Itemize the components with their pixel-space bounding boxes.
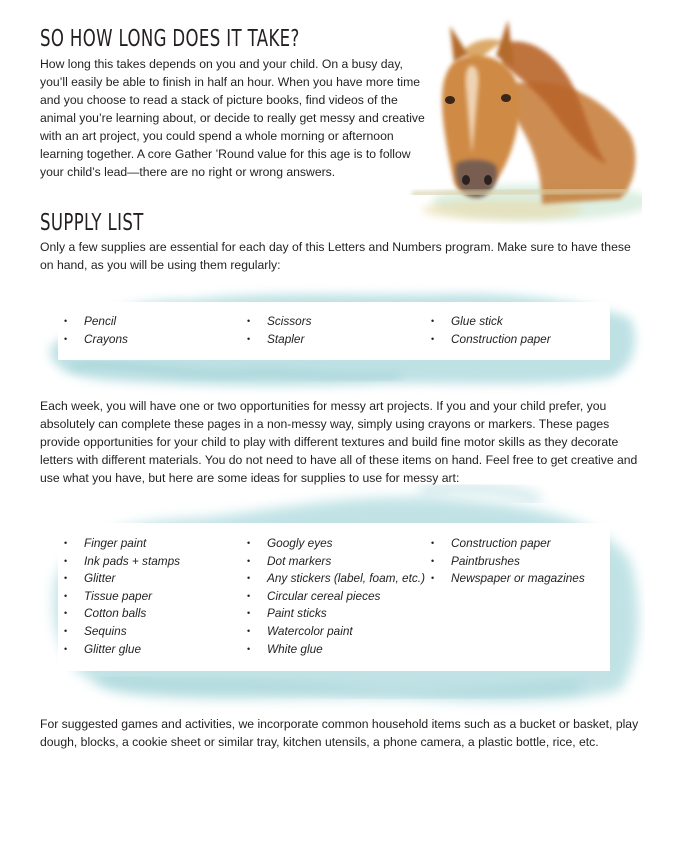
messy-art-paragraph: Each week, you will have one or two opportunities for messy art projects. If you and your child prefer, you absolutely can complete these pages in a non-messy way, simply using crayons or markers. These pages provide opportunities for your child to play with different textures and build fine motor skills as they decorate letters with different materials. You do not need to have all of these items on hand. Feel free to get creative and use what you have, but here are some ideas for supplies to use for messy art:	[40, 399, 638, 485]
section-heading-supply-list: SUPPLY LIST	[40, 210, 144, 236]
essential-supplies-column-1	[60, 313, 128, 348]
how-long-paragraph: How long this takes depends on you and your child. On a busy day, you’ll easily be able to finish in half an hour. When you have more time and you choose to read a stack of picture books, find videos of the animal you’re learning about, or decide to really get messy and creative with an art project, you could spend a whole morning or afternoon learning together. A core Gather ’Round value for this age is to follow your child’s lead—there are no right or wrong answers.	[40, 57, 425, 179]
messy-art-supplies-column-2	[243, 535, 425, 658]
list-item: • Crayons	[60, 331, 128, 349]
list-item: • Googly eyes	[243, 535, 425, 553]
messy-art-supplies-column-3	[427, 535, 585, 588]
list-item: • Circular cereal pieces	[243, 588, 425, 606]
list-item: • Paint sticks	[243, 605, 425, 623]
list-item: • Construction paper	[427, 331, 551, 349]
list-item: • Watercolor paint	[243, 623, 425, 641]
list-item: • Dot markers	[243, 553, 425, 571]
supply-intro-paragraph: Only a few supplies are essential for each day of this Letters and Numbers program. Make sure to have these on hand, as you will be using them regularly:	[40, 240, 631, 272]
list-item: • Sequins	[60, 623, 180, 641]
list-item: • Pencil	[60, 313, 128, 331]
list-item: • Any stickers (label, foam, etc.)	[243, 570, 425, 588]
essential-supplies-column-3	[427, 313, 551, 348]
list-item: • Tissue paper	[60, 588, 180, 606]
messy-art-supplies-column-1	[60, 535, 180, 658]
list-item: • Glitter	[60, 570, 180, 588]
household-items-paragraph: For suggested games and activities, we incorporate common household items such as a bucket or basket, play dough, blocks, a cookie sheet or similar tray, kitchen utensils, a phone camera, a plastic bottle, rice, etc.	[40, 717, 639, 749]
list-item: • White glue	[243, 641, 425, 659]
list-item: • Scissors	[243, 313, 312, 331]
list-item: • Glitter glue	[60, 641, 180, 659]
list-item: • Finger paint	[60, 535, 180, 553]
list-item: • Cotton balls	[60, 605, 180, 623]
list-item: • Construction paper	[427, 535, 585, 553]
essential-supplies-column-2	[243, 313, 312, 348]
list-item: • Paintbrushes	[427, 553, 585, 571]
list-item: • Ink pads + stamps	[60, 553, 180, 571]
list-item: • Newspaper or magazines	[427, 570, 585, 588]
list-item: • Stapler	[243, 331, 312, 349]
section-heading-how-long: SO HOW LONG DOES IT TAKE?	[40, 26, 300, 52]
list-item: • Glue stick	[427, 313, 551, 331]
